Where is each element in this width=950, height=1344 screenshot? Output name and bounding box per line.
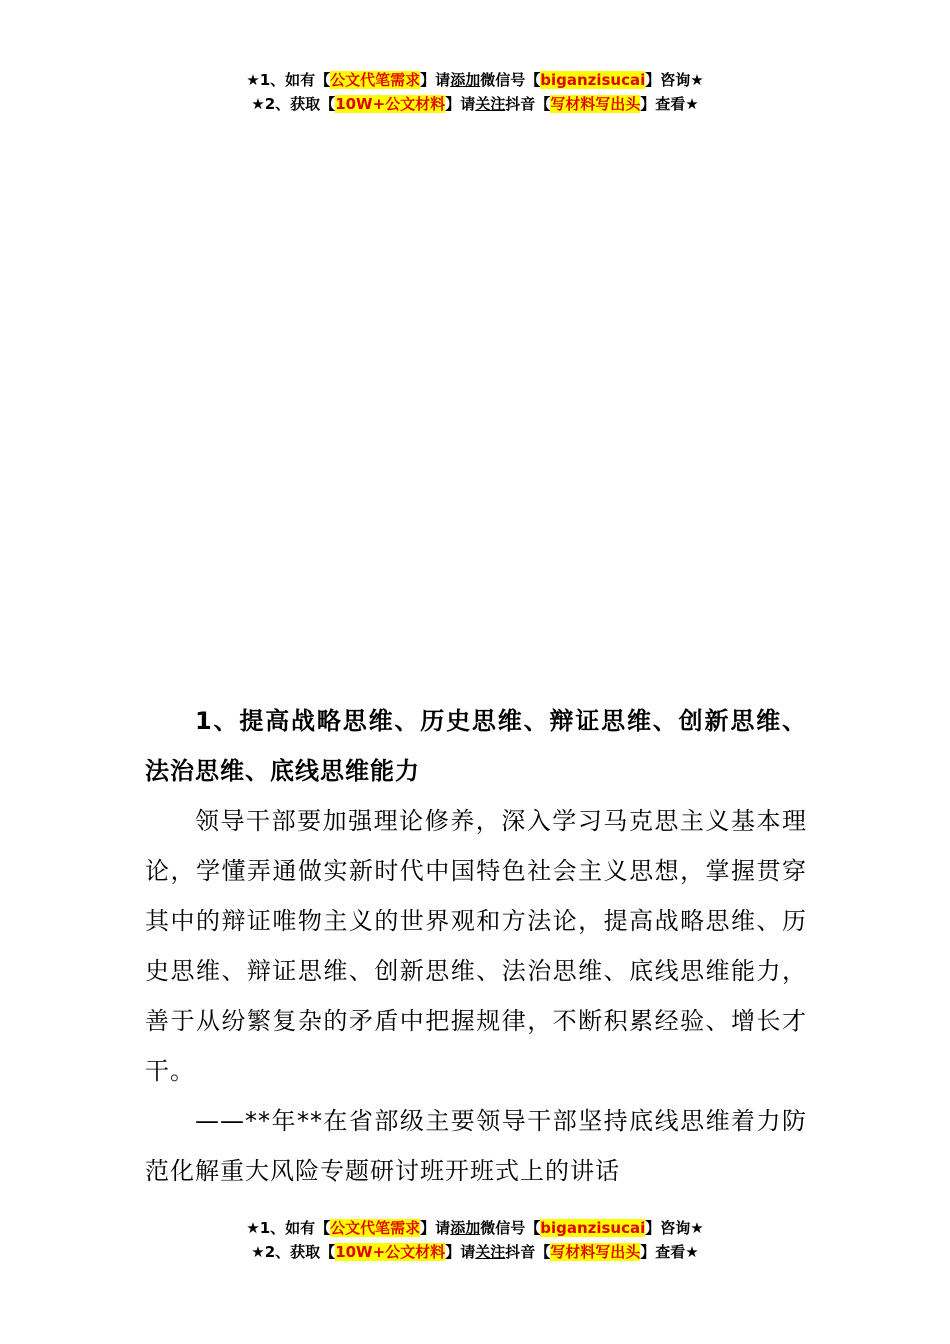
footer-notice <box>0 1216 950 1264</box>
section-heading: 1、提高战略思维、历史思维、辩证思维、创新思维、法治思维、底线思维能力 <box>145 707 807 785</box>
notice-line-2: ★2、获取【10W+公文材料】请关注抖音【写材料写出头】查看★ <box>251 95 699 113</box>
document-body <box>145 696 807 1196</box>
body-paragraph: 领导干部要加强理论修养，深入学习马克思主义基本理论，学懂弄通做实新时代中国特色社会主义思想，掌握贯穿其中的辩证唯物主义的世界观和方法论，提高战略思维、历史思维、辩证思维、创新思维、法治思维、底线思维能力，善于从纷繁复杂的矛盾中把握规律，不断积累经验、增长才干。 <box>145 807 807 1085</box>
highlight-douyin-account: 写材料写出头 <box>550 1243 641 1261</box>
highlight-materials: 10W+公文材料 <box>335 95 446 113</box>
notice-line-2: ★2、获取【10W+公文材料】请关注抖音【写材料写出头】查看★ <box>251 1243 699 1261</box>
header-notice <box>0 68 950 116</box>
highlight-materials: 10W+公文材料 <box>335 1243 446 1261</box>
highlight-wechat-id: biganzisucai <box>540 1219 646 1237</box>
highlight-ghostwriting: 公文代笔需求 <box>330 1219 421 1237</box>
highlight-ghostwriting: 公文代笔需求 <box>330 71 421 89</box>
notice-line-1: ★1、如有【公文代笔需求】请添加微信号【biganzisucai】咨询★ <box>246 1219 704 1237</box>
source-citation: ——**年**在省部级主要领导干部坚持底线思维着力防范化解重大风险专题研讨班开班式上的讲话 <box>145 1107 807 1185</box>
notice-line-1: ★1、如有【公文代笔需求】请添加微信号【biganzisucai】咨询★ <box>246 71 704 89</box>
highlight-wechat-id: biganzisucai <box>540 71 646 89</box>
highlight-douyin-account: 写材料写出头 <box>550 95 641 113</box>
